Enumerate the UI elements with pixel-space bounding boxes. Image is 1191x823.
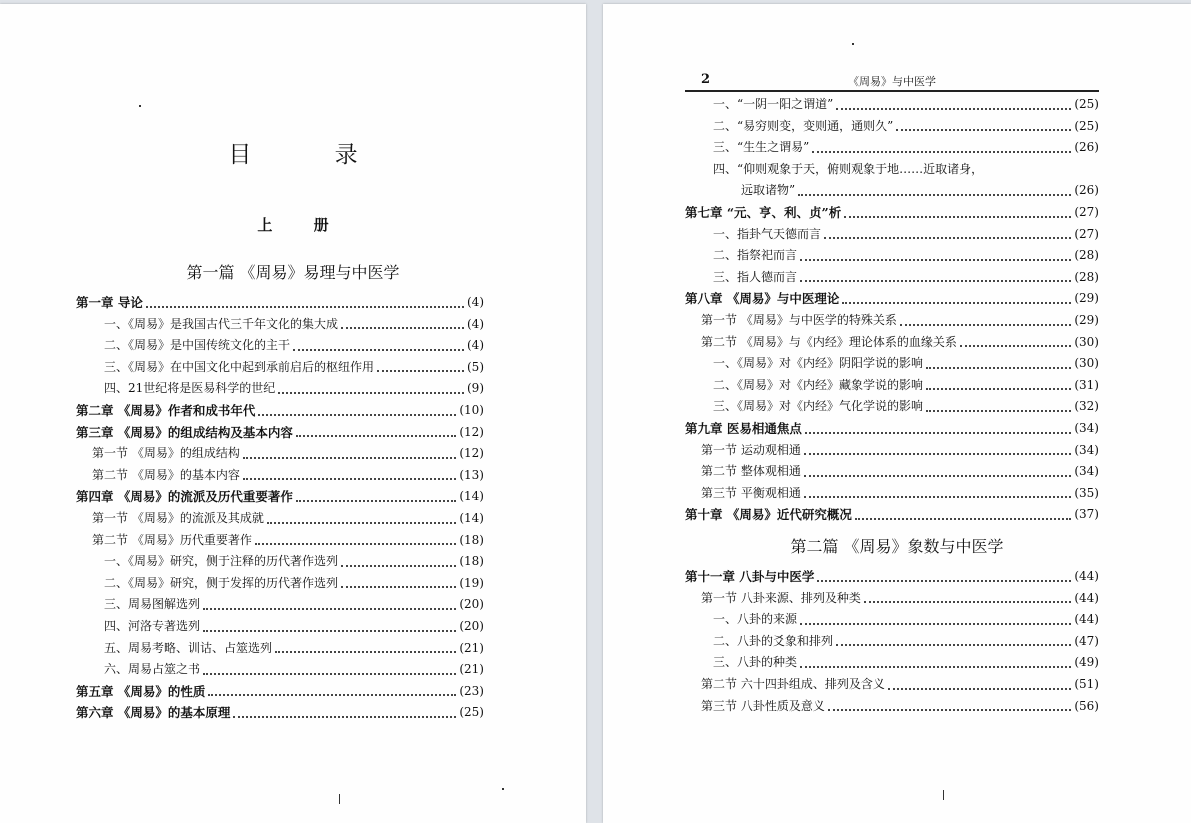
toc-page-number: (35) — [1074, 485, 1099, 500]
toc-entry — [76, 573, 484, 595]
toc-page-number: (29) — [1074, 312, 1099, 327]
toc-entry-text: 二、《周易》是中国传统文化的主干 — [104, 338, 291, 353]
dot-leader — [243, 478, 457, 480]
toc-entry-text: 二、八卦的爻象和排列 — [713, 633, 834, 648]
toc-entry — [685, 609, 1099, 631]
toc-entry — [685, 652, 1099, 674]
toc-entry-text: 第三节 平衡观相通 — [701, 485, 801, 500]
toc-entry — [685, 588, 1099, 610]
toc-page-number: (27) — [1074, 204, 1099, 219]
dot-leader — [341, 565, 456, 567]
toc-entry-text: 一、《周易》对《内经》阴阳学说的影响 — [713, 356, 924, 371]
toc-chapter-entry — [76, 681, 484, 703]
scan-mark — [943, 790, 944, 800]
toc-entry-text: 第二节 六十四卦组成、排列及含义 — [701, 676, 885, 691]
toc-entry-text: 三、周易图解选列 — [104, 597, 201, 612]
toc-page-number: (20) — [459, 597, 484, 612]
toc-entry — [76, 508, 484, 530]
dot-leader — [341, 327, 464, 329]
scan-speck — [852, 43, 854, 45]
toc-page-number: (28) — [1074, 248, 1099, 263]
dot-leader — [896, 129, 1071, 131]
toc-page-number: (27) — [1074, 226, 1099, 241]
toc-entry — [685, 224, 1099, 246]
dot-leader — [275, 651, 456, 653]
toc-entry — [685, 440, 1099, 462]
dot-leader — [960, 345, 1072, 347]
toc-page-number: (25) — [1074, 97, 1099, 111]
toc-entry — [76, 551, 484, 573]
part-one-title: 第一篇 《周易》易理与中医学 — [186, 263, 400, 282]
toc-list-right-bottom — [685, 566, 1099, 717]
toc-entry — [685, 159, 1099, 181]
toc-entry — [685, 267, 1099, 289]
toc-chapter-entry — [76, 400, 484, 422]
toc-entry-text: 三、《周易》对《内经》气化学说的影响 — [713, 399, 924, 414]
toc-page-number: (20) — [459, 618, 484, 633]
dot-leader — [888, 688, 1072, 690]
dot-leader — [233, 716, 456, 718]
toc-entry — [685, 116, 1099, 138]
toc-entry-text: 三、指人德而言 — [713, 269, 798, 284]
toc-entry — [76, 594, 484, 616]
toc-page-number: (34) — [1074, 442, 1099, 457]
toc-entry-text: 第八章 《周易》与中医理论 — [685, 291, 840, 307]
dot-leader — [800, 623, 1071, 625]
toc-title: 目 录 — [228, 142, 396, 168]
toc-page-number: (4) — [467, 316, 484, 331]
toc-entry-text: 第一节 《周易》的组成结构 — [92, 446, 240, 461]
toc-page-number: (25) — [459, 705, 484, 720]
dot-leader — [824, 237, 1071, 239]
toc-page-number: (18) — [459, 554, 484, 569]
scan-mark — [339, 794, 340, 804]
toc-entry-text: 第九章 医易相通焦点 — [685, 420, 802, 436]
dot-leader — [805, 432, 1072, 434]
toc-page-number: (21) — [459, 640, 484, 655]
toc-page-number: (34) — [1074, 420, 1099, 435]
toc-entry-text: 一、《周易》是我国古代三千年文化的集大成 — [104, 316, 339, 331]
dot-leader — [203, 630, 456, 632]
dot-leader — [804, 475, 1072, 477]
volume-label: 上 册 — [257, 216, 347, 234]
toc-entry-text: 第一节 《周易》的流派及其成就 — [92, 510, 264, 525]
toc-entry-text: 第三节 八卦性质及意义 — [701, 698, 825, 713]
toc-entry-text: 二、指祭祀而言 — [713, 248, 798, 263]
toc-page-number: (49) — [1074, 655, 1099, 670]
toc-entry — [685, 631, 1099, 653]
running-header — [685, 70, 1099, 92]
dot-leader — [208, 694, 456, 696]
dot-leader — [146, 306, 464, 308]
toc-entry-text: 五、周易考略、训诂、占筮选列 — [104, 640, 273, 655]
dot-leader — [926, 367, 1071, 369]
toc-entry — [685, 483, 1099, 505]
part-two-title: 第二篇 《周易》象数与中医学 — [790, 537, 1004, 556]
toc-entry-text: 第二节 《周易》的基本内容 — [92, 467, 240, 482]
toc-entry — [685, 674, 1099, 696]
toc-page-number: (34) — [1074, 464, 1099, 479]
toc-chapter-entry — [685, 504, 1099, 526]
dot-leader — [800, 666, 1071, 668]
toc-page-number: (56) — [1074, 698, 1099, 713]
toc-entry-text: 第一节 八卦来源、排列及种类 — [701, 590, 861, 605]
dot-leader — [800, 259, 1071, 261]
toc-page-number: (12) — [459, 446, 484, 461]
toc-entry-text: 第一章 导论 — [76, 295, 143, 310]
toc-entry-text: 第一节 《周易》与中医学的特殊关系 — [701, 312, 897, 327]
scan-speck — [502, 788, 504, 790]
toc-entry — [76, 638, 484, 660]
toc-page-number: (25) — [1074, 118, 1099, 133]
toc-chapter-entry — [685, 202, 1099, 224]
toc-entry-text: 四、河洛专著选列 — [104, 618, 201, 633]
toc-chapter-entry — [685, 418, 1099, 440]
dot-leader — [296, 435, 457, 437]
toc-entry — [685, 180, 1099, 202]
toc-entry-text: 六、周易占筮之书 — [104, 662, 201, 677]
toc-page-number: (9) — [467, 381, 484, 396]
toc-entry-text: 第十章 《周易》近代研究概况 — [685, 507, 852, 523]
toc-entry-text: 第四章 《周易》的流派及历代重要著作 — [76, 489, 293, 505]
book-page-right — [603, 4, 1191, 823]
toc-page-number: (5) — [467, 359, 484, 374]
toc-entry-text: 第一节 运动观相通 — [701, 442, 801, 457]
toc-page-number: (21) — [459, 662, 484, 677]
dot-leader — [203, 673, 456, 675]
toc-page-number: (26) — [1074, 183, 1099, 198]
toc-entry — [76, 335, 484, 357]
dot-leader — [243, 457, 457, 459]
toc-entry — [685, 137, 1099, 159]
toc-entry — [685, 375, 1099, 397]
toc-chapter-entry — [76, 702, 484, 724]
dot-leader — [844, 216, 1071, 218]
toc-entry-text: 第二节 整体观相通 — [701, 464, 801, 479]
dot-leader — [804, 496, 1072, 498]
toc-page-number: (44) — [1074, 612, 1099, 627]
toc-entry-text: 第五章 《周易》的性质 — [76, 683, 206, 699]
toc-entry — [76, 659, 484, 681]
toc-entry-text: 第六章 《周易》的基本原理 — [76, 705, 231, 721]
toc-entry-text: 三、八卦的种类 — [713, 655, 798, 670]
toc-page-number: (29) — [1074, 291, 1099, 306]
toc-page-number: (30) — [1074, 334, 1099, 349]
toc-entry-text: 远取诸物” — [741, 183, 796, 198]
toc-entry — [76, 378, 484, 400]
dot-leader — [926, 410, 1071, 412]
dot-leader — [864, 601, 1072, 603]
toc-page-number: (18) — [459, 532, 484, 547]
toc-chapter-entry — [685, 566, 1099, 588]
toc-list-right-top — [685, 94, 1099, 526]
dot-leader — [800, 280, 1071, 282]
dot-leader — [798, 194, 1071, 196]
toc-entry-text: 第二节 《周易》与《内经》理论体系的血缘关系 — [701, 334, 957, 349]
scan-speck — [139, 105, 141, 107]
toc-entry — [685, 332, 1099, 354]
toc-entry-text: 一、《周易》研究，侧于注释的历代著作选列 — [104, 554, 339, 569]
toc-entry — [685, 396, 1099, 418]
toc-page-number: (4) — [467, 338, 484, 353]
toc-entry-text: 三、“生生之谓易” — [713, 140, 810, 155]
dot-leader — [817, 580, 1071, 582]
toc-entry — [76, 314, 484, 336]
toc-page-number: (14) — [459, 489, 484, 504]
toc-page-number: (44) — [1074, 569, 1099, 583]
dot-leader — [377, 370, 464, 372]
toc-page-number: (12) — [459, 424, 484, 439]
toc-entry-text: 第三章 《周易》的组成结构及基本内容 — [76, 424, 293, 440]
toc-page-number: (47) — [1074, 633, 1099, 648]
toc-entry-text: 一、八卦的来源 — [713, 612, 798, 627]
toc-entry-text: 二、《周易》研究，侧于发挥的历代著作选列 — [104, 575, 339, 590]
dot-leader — [296, 500, 457, 502]
dot-leader — [341, 586, 456, 588]
toc-chapter-entry — [76, 486, 484, 508]
dot-leader — [855, 518, 1072, 520]
dot-leader — [293, 349, 464, 351]
toc-entry-text: 二、“易穷则变，变则通，通则久” — [713, 118, 894, 133]
toc-entry-text: 第七章 “元、亨、利、贞”析 — [685, 204, 842, 220]
toc-entry-text: 一、“一阴一阳之谓道” — [713, 97, 834, 111]
toc-entry — [76, 443, 484, 465]
toc-entry — [685, 696, 1099, 718]
toc-page-number: (10) — [459, 402, 484, 417]
dot-leader — [267, 522, 457, 524]
running-title: 《周易》与中医学 — [848, 75, 936, 88]
toc-page-number: (14) — [459, 510, 484, 525]
toc-entry-text: 四、21世纪将是医易科学的世纪 — [104, 381, 276, 396]
toc-page-number: (51) — [1074, 676, 1099, 691]
dot-leader — [900, 324, 1072, 326]
toc-chapter-entry — [76, 292, 484, 314]
toc-page-number: (31) — [1074, 377, 1099, 392]
dot-leader — [255, 543, 457, 545]
toc-page-number: (44) — [1074, 590, 1099, 605]
toc-page-number: (23) — [459, 683, 484, 698]
toc-entry — [76, 357, 484, 379]
toc-page-number: (19) — [459, 575, 484, 590]
dot-leader — [836, 108, 1071, 110]
dot-leader — [812, 151, 1071, 153]
toc-entry-text: 二、《周易》对《内经》藏象学说的影响 — [713, 377, 924, 392]
toc-page-number: (28) — [1074, 269, 1099, 284]
toc-entry — [76, 465, 484, 487]
toc-entry — [685, 245, 1099, 267]
toc-entry-text: 三、《周易》在中国文化中起到承前启后的枢纽作用 — [104, 359, 375, 374]
toc-entry — [685, 461, 1099, 483]
toc-list-left — [76, 292, 484, 724]
toc-entry — [685, 353, 1099, 375]
dot-leader — [842, 302, 1071, 304]
toc-page-number: (4) — [467, 295, 484, 309]
toc-page-number: (26) — [1074, 140, 1099, 155]
toc-entry-text: 第二章 《周易》作者和成书年代 — [76, 402, 256, 418]
toc-entry-text: 第十一章 八卦与中医学 — [685, 569, 815, 584]
dot-leader — [828, 709, 1072, 711]
dot-leader — [836, 644, 1071, 646]
dot-leader — [258, 414, 456, 416]
page-number: 2 — [701, 72, 711, 87]
book-page-left — [0, 4, 586, 823]
toc-entry — [685, 94, 1099, 116]
toc-page-number: (30) — [1074, 356, 1099, 371]
toc-entry-text: 一、指卦气天德而言 — [713, 226, 822, 241]
toc-page-number: (32) — [1074, 399, 1099, 414]
dot-leader — [926, 388, 1071, 390]
dot-leader — [203, 608, 456, 610]
toc-entry-text: 四、“仰则观象于天，俯则观象于地……近取诸身， — [713, 161, 984, 176]
toc-entry — [76, 616, 484, 638]
toc-chapter-entry — [76, 422, 484, 444]
toc-entry-text: 第二节 《周易》历代重要著作 — [92, 532, 252, 547]
toc-chapter-entry — [685, 288, 1099, 310]
toc-entry — [685, 310, 1099, 332]
toc-page-number: (13) — [459, 467, 484, 482]
dot-leader — [804, 453, 1072, 455]
toc-page-number: (37) — [1074, 507, 1099, 522]
toc-entry — [76, 530, 484, 552]
dot-leader — [278, 392, 464, 394]
